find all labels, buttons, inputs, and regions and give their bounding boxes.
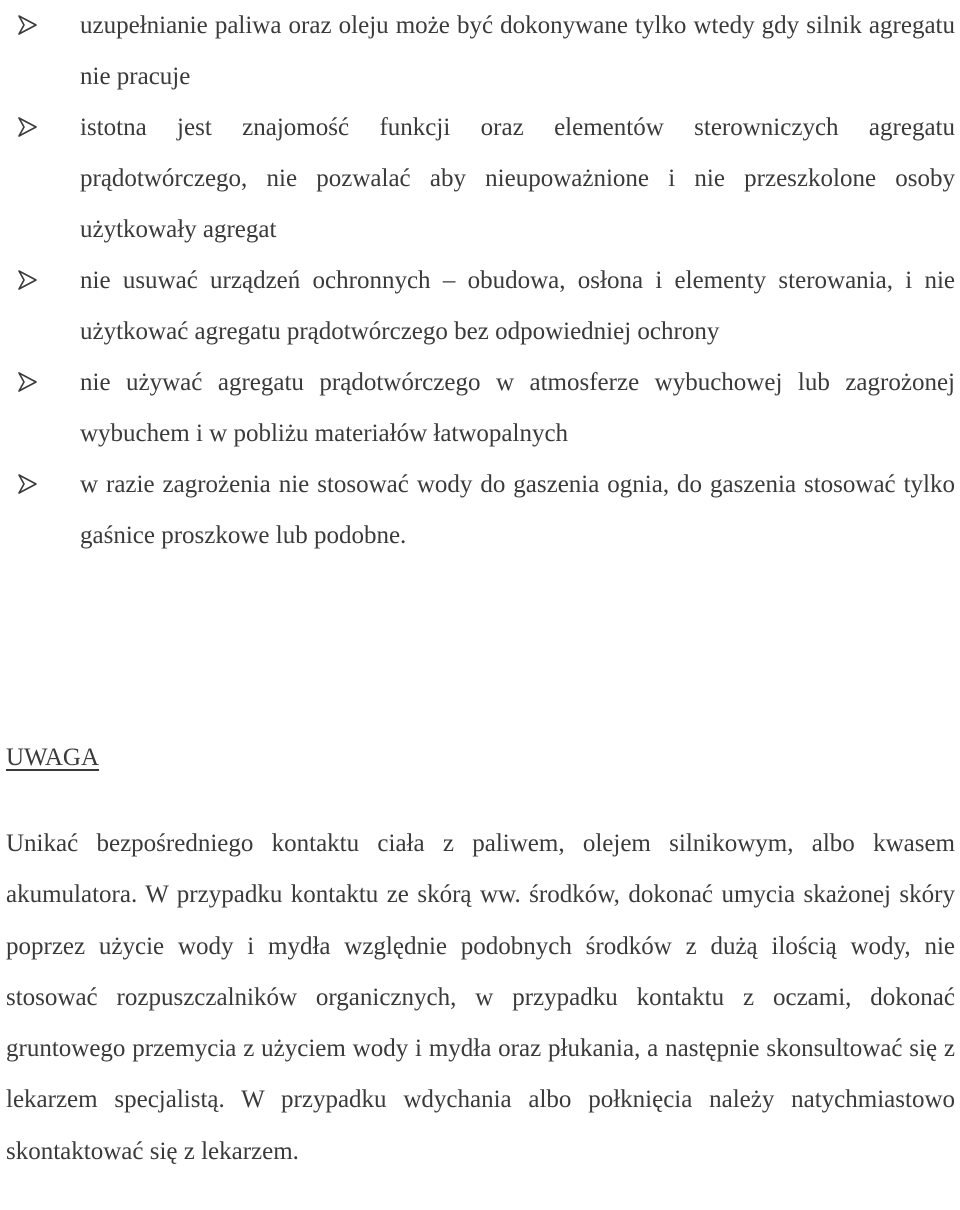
bullet-text: istotna jest znajomość funkcji oraz elementów sterowniczych agregatu prądotwórczego, nie pozwalać aby nieupoważnione i nie przeszkolone osoby użytkowały agregat bbox=[80, 114, 955, 243]
bullet-text: nie usuwać urządzeń ochronnych – obudowa, osłona i elementy sterowania, i nie użytkować agregatu prądotwórczego bez odpowiedniej ochrony bbox=[80, 267, 955, 345]
arrow-bullet-icon bbox=[10, 0, 50, 51]
bullet-text: nie używać agregatu prądotwórczego w atmosferze wybuchowej lub zagrożonej wybuchem i w pobliżu materiałów łatwopalnych bbox=[80, 369, 955, 447]
arrow-bullet-icon bbox=[10, 357, 50, 408]
bullet-item bbox=[0, 255, 960, 357]
arrow-bullet-icon bbox=[10, 459, 50, 510]
warning-paragraph: Unikać bezpośredniego kontaktu ciała z paliwem, olejem silnikowym, albo kwasem akumulatora. W przypadku kontaktu ze skórą ww. środków, dokonać umycia skażonej skóry poprzez użycie wody i mydła względnie podobnych środków z dużą ilością wody, nie stosować rozpuszczalników organicznych, w przypadku kontaktu z oczami, dokonać gruntowego przemycia z użyciem wody i mydła oraz płukania, a następnie skonsultować się z lekarzem specjalistą. W przypadku wdychania albo połknięcia należy natychmiastowo skontaktować się z lekarzem. bbox=[6, 830, 955, 1165]
bullet-text: w razie zagrożenia nie stosować wody do gaszenia ognia, do gaszenia stosować tylko gaśnice proszkowe lub podobne. bbox=[80, 471, 955, 549]
warning-heading: UWAGA bbox=[6, 744, 100, 771]
bullet-item bbox=[0, 0, 960, 102]
bullet-item bbox=[0, 357, 960, 459]
bullet-item bbox=[0, 459, 960, 561]
safety-bullet-list bbox=[0, 0, 960, 561]
bullet-item bbox=[0, 102, 960, 255]
bullet-text: uzupełnianie paliwa oraz oleju może być dokonywane tylko wtedy gdy silnik agregatu nie pracuje bbox=[80, 12, 955, 90]
arrow-bullet-icon bbox=[10, 102, 50, 153]
arrow-bullet-icon bbox=[10, 255, 50, 306]
